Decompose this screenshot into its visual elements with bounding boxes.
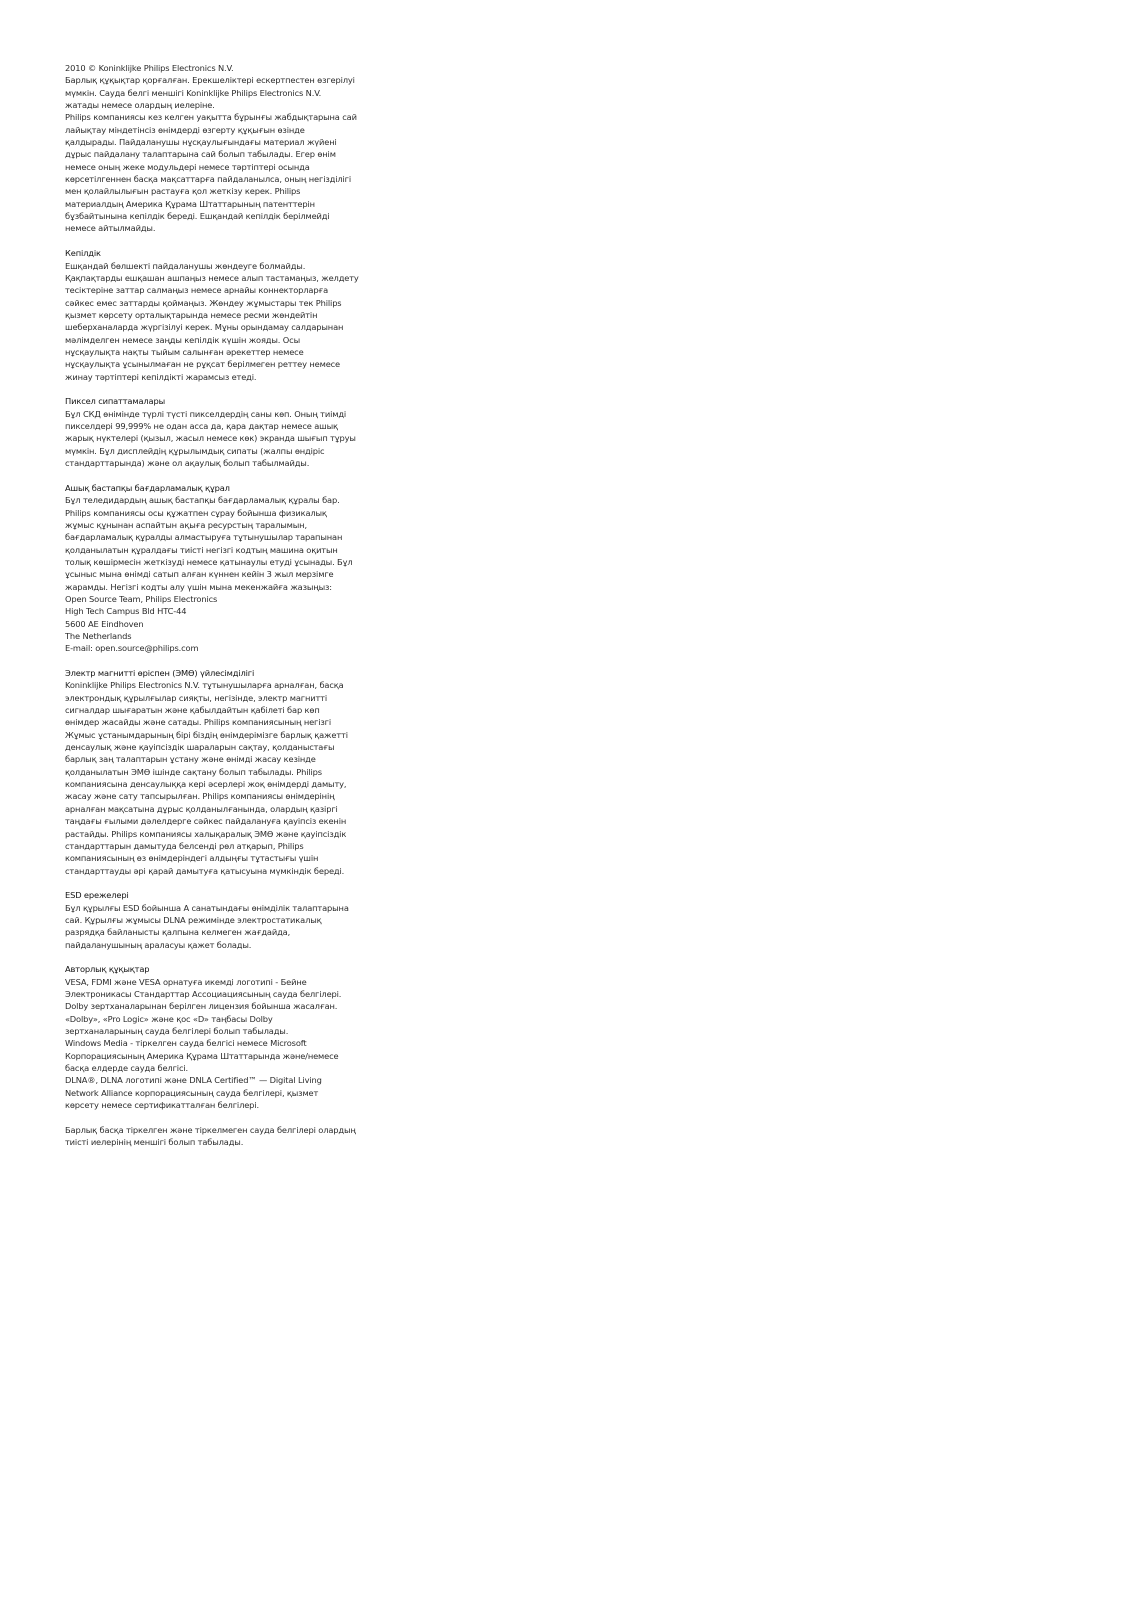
section-line: мүмкін. Бұл дисплейдің құрылымдық сипаты (жалпы өндіріс [65, 445, 325, 456]
section-heading: Кепілдік [65, 248, 101, 259]
section-line: электрондық құрылғылар сияқты, негізінде, электр магнитті [65, 692, 328, 703]
document-column [65, 62, 383, 1149]
section-heading: Авторлық құқықтар [65, 964, 150, 975]
section-line: стандарттауды әрі қарай дамытуға қатысуына мүмкіндік береді. [65, 865, 345, 876]
emf-section [65, 667, 383, 877]
section-line: растайды. Philips компаниясы халықаралық ЭМӨ және қауіпсіздік [65, 828, 347, 839]
esd-section [65, 889, 383, 951]
section-line: Бұл СКД өнімінде түрлі түсті пикселдердің саны көп. Оның тиімді [65, 408, 347, 419]
address-line: Open Source Team, Philips Electronics [65, 593, 218, 604]
section-line: компаниясының өз өнімдеріндегі алдыңғы тұтастығы үшін [65, 853, 319, 864]
section-line: қызмет көрсету орталықтарында немесе ресми жөндейтін [65, 309, 318, 320]
closing-line: тиісті иелерінің меншігі болып табылады. [65, 1137, 244, 1148]
section-heading: Пиксел сипаттамалары [65, 396, 166, 407]
intro-line: жатады немесе олардың иелеріне. [65, 100, 215, 111]
section-line: стандарттарын дамытуда белсенді рөл атқарып, Philips [65, 840, 304, 851]
section-line: сәйкес емес заттарды қоймаңыз. Жөндеу жұмыстары тек Philips [65, 297, 342, 308]
section-line: барлық заң талаптарын ұстану және өнімді жасау кезінде [65, 754, 316, 765]
intro-line: мен қолайлылығын растауға қол жеткізу керек. Philips [65, 186, 301, 197]
section-line: сигналдар шығаратын және қабылдайтын қабілеті бар көп [65, 705, 320, 716]
section-line: Network Alliance корпорациясының сауда белгілері, қызмет [65, 1087, 319, 1098]
section-line: стандарттарында) және ол ақаулық болып табылмайды. [65, 458, 310, 469]
section-line: мәлімделген немесе заңды кепілдік күшін жояды. Осы [65, 334, 300, 345]
section-line: Қақпақтарды ешқашан ашпаңыз немесе алып тастамаңыз, желдету [65, 272, 359, 283]
section-line: басқа елдерде сауда белгісі. [65, 1063, 188, 1074]
section-heading: Электр магнитті өріспен (ЭМӨ) үйлесімділігі [65, 668, 255, 679]
intro-line: материалдың Америка Құрама Штаттарының патенттерін [65, 198, 315, 209]
address-line: The Netherlands [65, 630, 132, 641]
pixel-section [65, 395, 383, 469]
section-line: нұсқаулықта нақты тыйым салынған әрекеттер немесе [65, 346, 304, 357]
section-line: шеберханаларда жүргізілуі керек. Мұны орындамау салдарынан [65, 322, 344, 333]
section-line: таңдағы ғылыми дәлелдерге сәйкес пайдалануға қауіпсіз екенін [65, 816, 347, 827]
email-line: E-mail: open.source@philips.com [65, 643, 199, 654]
address-line: High Tech Campus Bld HTC-44 [65, 606, 187, 617]
section-line: Бұл теледидардың ашық бастапқы бағдарламалық құралы бар. [65, 495, 340, 506]
section-line: VESA, FDMI және VESA орнатуға икемді логотипі - Бейне [65, 976, 307, 987]
section-line: Koninklijke Philips Electronics N.V. тұтынушыларға арналған, басқа [65, 680, 344, 691]
section-line: компаниясына денсаулыққа кері әсерлері жоқ өнімдерді дамыту, [65, 779, 347, 790]
section-line: пикселдері 99,999% не одан асса да, қара дақтар немесе ашық [65, 421, 338, 432]
section-line: Philips компаниясы осы құжатпен сұрау бойынша физикалық [65, 507, 327, 518]
section-line: разрядқа байланысты қалпына келмеген жағдайда, [65, 927, 291, 938]
section-line: жинау тәртіптері кепілдікті жарамсыз етеді. [65, 371, 257, 382]
section-line: Электроникасы Стандарттар Ассоциациясының сауда белгілері. [65, 989, 342, 1000]
copyright-section [65, 963, 383, 1148]
section-line: Корпорациясының Америка Құрама Штаттарында және/немесе [65, 1050, 339, 1061]
section-heading: ESD ережелері [65, 890, 129, 901]
section-line: жарамды. Негізгі кодты алу үшін мына мекенжайға жазыңыз: [65, 581, 332, 592]
section-line: Жұмыс ұстанымдарының бірі біздің өнімдерімізге барлық қажетті [65, 729, 348, 740]
intro-line: көрсетілгеннен басқа мақсаттарға пайдаланылса, оның негізділігі [65, 174, 352, 185]
intro-line: 2010 © Koninklijke Philips Electronics N.V. [65, 63, 234, 73]
section-line: денсаулық және қауіпсіздік шараларын сақтау, қолданыстағы [65, 742, 335, 753]
section-line: жарық нүктелері (қызыл, жасыл немесе көк) экранда шығып тұруы [65, 433, 356, 444]
section-line: DLNA®, DLNA логотипі және DNLA Certified™ — Digital Living [65, 1075, 322, 1086]
intro-line: немесе айтылмайды. [65, 223, 156, 234]
section-line: қолданылатын құралдағы тиісті негізгі кодтың машина оқитын [65, 544, 338, 555]
intro-line: Барлық құқықтар қорғалған. Ерекшеліктері ескертпестен өзгерілуі [65, 75, 355, 86]
section-line: жұмыс құнынан аспайтын ақыға ресурстың таралымын, [65, 519, 307, 530]
open-source-section [65, 482, 383, 655]
intro-line: Philips компаниясы кез келген уақытта бұрынғы жабдықтарына сай [65, 112, 357, 123]
intro-line: лайықтау міндетінсіз өнімдерді өзгерту құқығын өзінде [65, 124, 305, 135]
closing-line: Барлық басқа тіркелген және тіркелмеген сауда белгілері олардың [65, 1124, 356, 1135]
section-line: Dolby зертханаларынан берілген лицензия бойынша жасалған. [65, 1001, 338, 1012]
intro-line: немесе оның жеке модульдері немесе тәртіптері осында [65, 161, 310, 172]
section-heading: Ашық бастапқы бағдарламалық құрал [65, 482, 230, 493]
section-line: жасау және сату тапсырылған. Philips компаниясы өнімдерінің [65, 791, 335, 802]
section-line: арналған мақсатына дұрыс қолданылғанында, олардың қазіргі [65, 803, 338, 814]
section-line: тесіктеріне заттар салмаңыз немесе арнайы коннекторларға [65, 285, 329, 296]
section-line: өнімдер жасайды және сатады. Philips компаниясының негізгі [65, 717, 332, 728]
section-line: қолданылатын ЭМӨ ішінде сақтану болып табылады. Philips [65, 766, 322, 777]
section-line: зертханаларының сауда белгілері болып табылады. [65, 1026, 289, 1037]
section-line: Ешқандай бөлшекті пайдаланушы жөндеуге болмайды. [65, 260, 306, 271]
intro-line: мүмкін. Сауда белгі меншігі Koninklijke Philips Electronics N.V. [65, 87, 322, 98]
paragraph-gap [65, 1112, 383, 1124]
section-line: Windows Media - тіркелген сауда белгісі немесе Microsoft [65, 1038, 307, 1049]
section-line: сай. Құрылғы жұмысы DLNA режимінде электростатикалық [65, 914, 322, 925]
intro-line: қалдырады. Пайдаланушы нұсқаулығындағы материал жүйені [65, 137, 337, 148]
intro-paragraph [65, 62, 383, 235]
section-line: ұсыныс мына өнімді сатып алған күннен кейін 3 жыл мерзімге [65, 569, 334, 580]
section-line: нұсқаулықта ұсынылмаған не рұқсат берілмеген реттеу немесе [65, 359, 341, 370]
section-line: «Dolby», «Pro Logic» және қос «D» таңбасы Dolby [65, 1013, 273, 1024]
intro-line: дұрыс пайдалану талаптарына сай болып табылады. Егер өнім [65, 149, 336, 160]
intro-line: бұзбайтынына кепілдік береді. Ешқандай кепілдік берілмейді [65, 211, 330, 222]
section-line: толық көшірмесін жеткізуді немесе қатынаулы етуді ұсынады. Бұл [65, 556, 353, 567]
section-line: пайдаланушының араласуы қажет болады. [65, 939, 252, 950]
section-line: Бұл құрылғы ESD бойынша A санатындағы өнімділік талаптарына [65, 902, 349, 913]
address-line: 5600 AE Eindhoven [65, 618, 144, 629]
section-line: көрсету немесе сертификатталған белгілері. [65, 1100, 259, 1111]
warranty-section [65, 247, 383, 383]
section-line: бағдарламалық құралды алмастыруға тұтынушылар тарапынан [65, 532, 343, 543]
